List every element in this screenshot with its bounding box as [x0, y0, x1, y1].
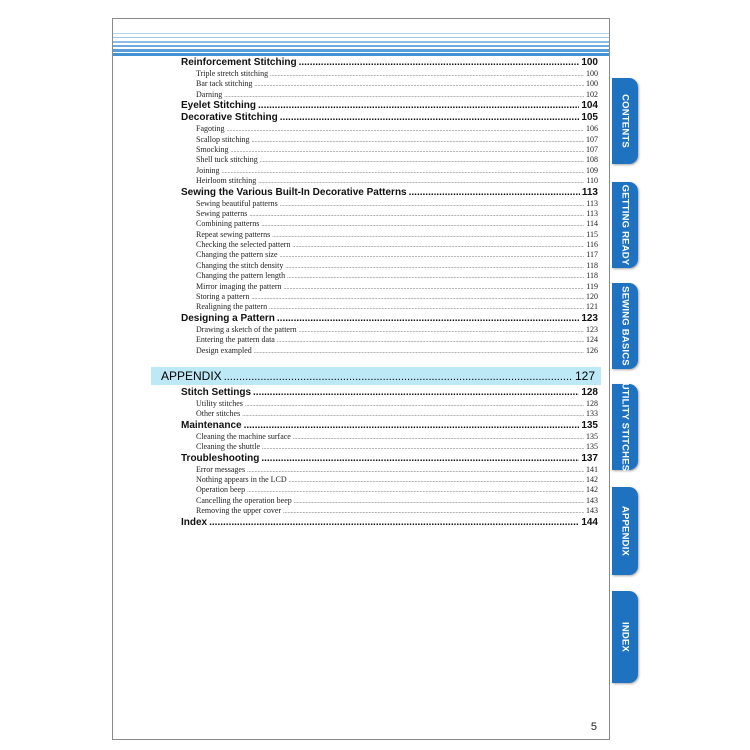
toc-heading[interactable] [181, 313, 598, 325]
toc-subentry-title: Bar tack stitching [196, 79, 253, 89]
dot-leader [409, 187, 580, 199]
tab-label: GETTING READY [619, 184, 631, 266]
dot-leader [254, 346, 584, 357]
toc-subentry[interactable] [181, 302, 598, 312]
toc-subentry-title: Sewing patterns [196, 208, 248, 218]
dot-leader [253, 387, 579, 399]
toc-subentry-title: Darning [196, 89, 223, 99]
dot-leader [277, 313, 579, 325]
toc-heading[interactable] [181, 100, 598, 112]
toc-subentry[interactable] [181, 409, 598, 419]
toc-heading-page: 113 [581, 186, 598, 198]
toc-heading-title: Decorative Stitching [181, 112, 278, 124]
toc-subentry[interactable] [181, 325, 598, 335]
dot-leader [224, 367, 573, 386]
toc-subentry-page: 120 [586, 292, 598, 302]
toc-subentry[interactable] [181, 135, 598, 145]
toc-subentry[interactable] [181, 271, 598, 281]
toc-subentry-page: 133 [586, 409, 598, 419]
toc-subentry-page: 117 [586, 250, 598, 260]
toc-subentry-page: 109 [586, 165, 598, 175]
toc-subentry-title: Realigning the pattern [196, 302, 268, 312]
toc-subentry-title: Repeat sewing patterns [196, 229, 271, 239]
page-number: 5 [590, 721, 597, 733]
toc-subentry[interactable] [181, 346, 598, 356]
tab-label: SEWING BASICS [619, 286, 631, 366]
toc-subentry-title: Utility stitches [196, 399, 243, 408]
toc-subentry-page: 107 [586, 144, 598, 154]
toc-subentry[interactable] [181, 230, 598, 240]
tab-label: APPENDIX [619, 505, 631, 557]
toc-heading-title: Index [181, 516, 208, 528]
toc-subentry-page: 115 [586, 229, 598, 239]
toc-heading-page: 123 [581, 312, 598, 324]
toc-subentry-page: 113 [586, 208, 598, 218]
toc-heading-page: 104 [581, 100, 598, 112]
toc-subentry[interactable] [181, 261, 598, 271]
toc-heading-title: Designing a Pattern [181, 312, 275, 324]
toc-heading[interactable] [181, 187, 598, 199]
toc-heading-title: Maintenance [181, 419, 242, 431]
dot-leader [244, 420, 580, 432]
toc-subentry[interactable] [181, 79, 598, 89]
toc-subentry-page: 126 [586, 345, 598, 355]
toc-subentry-title: Scallop stitching [196, 134, 250, 144]
toc-subentry-page: 142 [586, 485, 598, 495]
dot-leader [209, 517, 579, 529]
toc-subentry-title: Error messages [196, 464, 246, 474]
toc-subentry-page: 135 [586, 442, 598, 452]
toc-subentry-title: Design exampled [196, 345, 252, 355]
toc-subentry-page: 143 [586, 506, 598, 516]
toc-subentry-page: 124 [586, 335, 598, 345]
toc-subentry-title: Cancelling the operation beep [196, 495, 292, 505]
toc-heading-page: 105 [581, 112, 598, 124]
toc-heading[interactable] [181, 517, 598, 529]
tab-label: INDEX [619, 621, 631, 653]
manual-page [112, 18, 610, 740]
dot-leader [261, 453, 579, 465]
toc-subentry[interactable] [181, 124, 598, 134]
toc-subentry[interactable] [181, 485, 598, 495]
toc-subentry-title: Drawing a sketch of the pattern [196, 324, 297, 334]
toc-heading-page: 135 [581, 419, 598, 431]
toc-subentry[interactable] [181, 496, 598, 506]
toc-subentry-title: Changing the stitch density [196, 260, 284, 270]
toc-subentry-page: 107 [586, 134, 598, 144]
toc-subentry[interactable] [181, 155, 598, 165]
toc-heading-title: Reinforcement Stitching [181, 57, 297, 68]
toc-subentry[interactable] [181, 399, 598, 409]
appendix-title: APPENDIX [161, 369, 222, 383]
toc-subentry-title: Storing a pattern [196, 292, 250, 302]
toc-heading-page: 128 [581, 387, 598, 398]
toc-subentry[interactable] [181, 282, 598, 292]
toc-subentry[interactable] [181, 69, 598, 79]
toc-heading-title: Troubleshooting [181, 452, 260, 464]
toc-subentry-title: Heirloom stitching [196, 176, 257, 186]
toc-subentry[interactable] [181, 219, 598, 229]
tab-index[interactable] [612, 591, 638, 683]
toc-subentry[interactable] [181, 506, 598, 516]
toc-subentry-page: 118 [586, 260, 598, 270]
toc-subentry[interactable] [181, 199, 598, 209]
toc-subentry-title: Sewing beautiful patterns [196, 198, 278, 208]
toc-subentry[interactable] [181, 166, 598, 176]
toc-subentry-title: Changing the pattern size [196, 250, 278, 260]
toc-subentry[interactable] [181, 145, 598, 155]
toc-heading-page: 144 [581, 516, 598, 528]
toc-subentry-page: 100 [586, 69, 598, 78]
toc-heading-title: Stitch Settings [181, 387, 252, 398]
toc-subentry[interactable] [181, 465, 598, 475]
toc-subentry-title: Operation beep [196, 485, 246, 495]
toc-subentry[interactable] [181, 209, 598, 219]
toc-subentry-page: 135 [586, 431, 598, 441]
toc-subentry-title: Other stitches [196, 409, 241, 419]
tab-label: CONTENTS [619, 94, 631, 148]
toc-subentry[interactable] [181, 475, 598, 485]
toc-subentry-title: Shell tuck stitching [196, 155, 258, 165]
toc-subentry-page: 116 [586, 240, 598, 250]
toc-section-top [181, 57, 598, 356]
toc-subentry-page: 128 [586, 399, 598, 408]
toc-subentry-page: 113 [586, 198, 598, 208]
toc-heading[interactable] [181, 57, 598, 69]
toc-heading-title: Sewing the Various Built-In Decorative Patterns [181, 186, 407, 198]
toc-heading[interactable] [181, 453, 598, 465]
toc-subentry[interactable] [181, 442, 598, 452]
toc-subentry-title: Nothing appears in the LCD [196, 474, 287, 484]
tab-label: UTILITY STITCHES [619, 382, 631, 472]
toc-subentry[interactable] [181, 240, 598, 250]
toc-subentry-page: 102 [586, 89, 598, 99]
toc-section-appendix [181, 387, 598, 529]
toc-subentry-page: 110 [586, 176, 598, 186]
tab-utility-stitches[interactable] [612, 384, 638, 470]
dot-leader [299, 57, 580, 69]
toc-subentry-title: Joining [196, 165, 220, 175]
toc-subentry-page: 141 [586, 464, 598, 474]
toc-subentry-page: 123 [586, 324, 598, 334]
toc-subentry-title: Triple stretch stitching [196, 69, 269, 78]
toc-subentry-title: Checking the selected pattern [196, 240, 291, 250]
tab-contents[interactable] [612, 78, 638, 164]
toc-heading[interactable] [181, 420, 598, 432]
toc-heading-page: 100 [581, 57, 598, 68]
toc-subentry[interactable] [181, 292, 598, 302]
toc-heading[interactable] [181, 112, 598, 124]
dot-leader [280, 112, 580, 124]
appendix-page: 127 [574, 369, 595, 383]
toc-subentry-title: Combining patterns [196, 219, 260, 229]
toc-subentry-title: Cleaning the machine surface [196, 431, 291, 441]
toc-subentry-page: 118 [586, 271, 598, 281]
toc-subentry-page: 119 [586, 281, 598, 291]
appendix-section-band[interactable] [151, 367, 601, 385]
toc-subentry-title: Smocking [196, 144, 229, 154]
toc-subentry-page: 121 [586, 302, 598, 312]
toc-subentry[interactable] [181, 90, 598, 100]
toc-subentry-page: 108 [586, 155, 598, 165]
toc-subentry[interactable] [181, 250, 598, 260]
toc-subentry-page: 100 [586, 79, 598, 89]
tab-appendix[interactable] [612, 487, 638, 575]
toc-subentry-title: Cleaning the shuttle [196, 442, 260, 452]
toc-subentry-page: 143 [586, 495, 598, 505]
toc-heading-title: Eyelet Stitching [181, 100, 257, 112]
toc-subentry-title: Changing the pattern length [196, 271, 286, 281]
dot-leader [258, 100, 579, 112]
toc-subentry-title: Mirror imaging the pattern [196, 281, 282, 291]
toc-subentry[interactable] [181, 432, 598, 442]
tab-getting-ready[interactable] [612, 182, 638, 268]
toc-subentry-title: Entering the pattern data [196, 335, 275, 345]
toc-subentry[interactable] [181, 176, 598, 186]
tab-sewing-basics[interactable] [612, 283, 638, 369]
toc-subentry-page: 106 [586, 124, 598, 134]
toc-heading[interactable] [181, 387, 598, 399]
toc-subentry-title: Fagoting [196, 124, 225, 134]
toc-heading-page: 137 [581, 452, 598, 464]
toc-subentry-page: 114 [586, 219, 598, 229]
toc-subentry-page: 142 [586, 474, 598, 484]
toc-subentry[interactable] [181, 335, 598, 345]
toc-subentry-title: Removing the upper cover [196, 506, 282, 516]
